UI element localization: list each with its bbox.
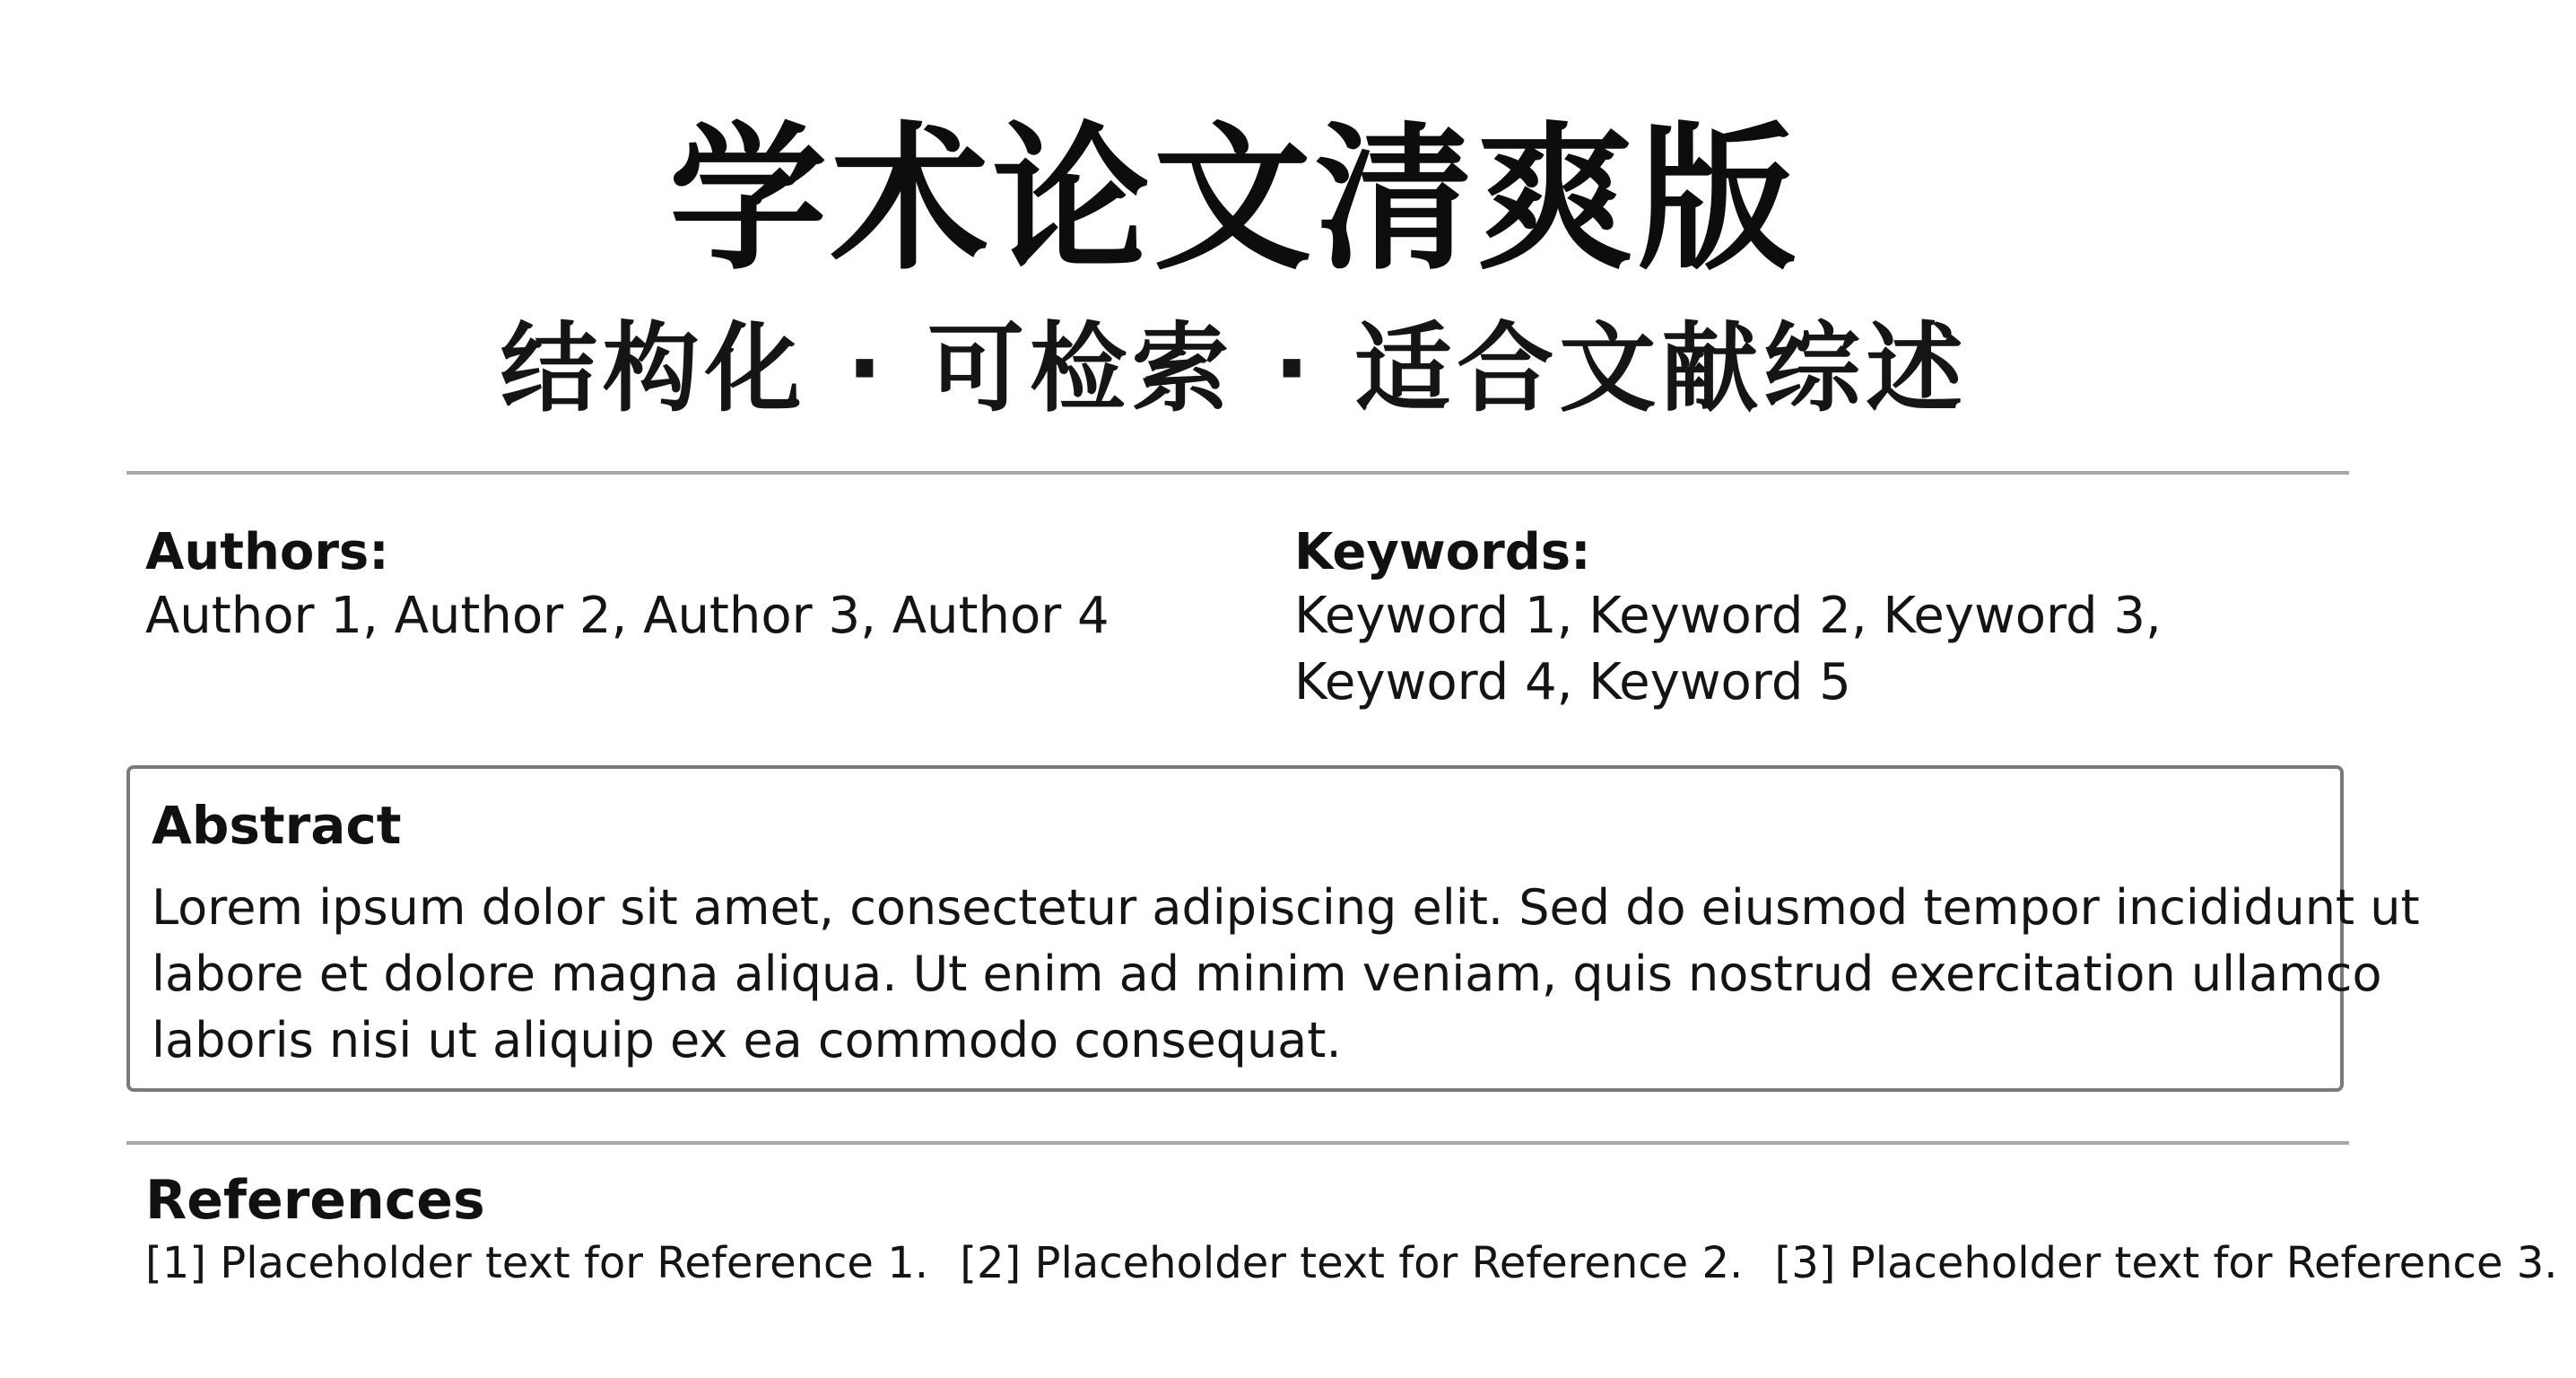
reference-item-3: [3] Placeholder text for Reference 3. [1774, 1238, 2558, 1288]
authors-section [145, 522, 1222, 650]
abstract-line: Lorem ipsum dolor sit amet, consectetur adipiscing elit. Sed do eiusmod tempor incididunt ut [152, 879, 2420, 936]
abstract-line: laboris nisi ut aliquip ex ea commodo consequat. [152, 1012, 1342, 1068]
abstract-line: labore et dolore magna aliqua. Ut enim ad minim veniam, quis nostrud exercitation ullamco [152, 946, 2382, 1002]
reference-item-1: [1] Placeholder text for Reference 1. [145, 1238, 928, 1288]
authors-label: Authors: [145, 523, 389, 581]
keywords-label: Keywords: [1294, 523, 1591, 581]
references-heading: References [145, 1169, 485, 1232]
authors-value [145, 583, 1222, 650]
keywords-line: Keyword 1, Keyword 2, Keyword 3, [1294, 587, 2162, 645]
authors-list: Author 1, Author 2, Author 3, Author 4 [145, 587, 1110, 645]
keywords-value [1294, 583, 2326, 716]
keywords-section [1294, 522, 2326, 716]
page-title: 学术论文清爽版 [668, 106, 1799, 292]
abstract-heading: Abstract [152, 795, 402, 856]
abstract-text [152, 875, 2420, 1074]
references-divider [126, 1141, 2349, 1145]
abstract-box [126, 765, 2420, 1092]
top-divider [126, 471, 2349, 475]
reference-item-2: [2] Placeholder text for Reference 2. [960, 1238, 1744, 1288]
keywords-line: Keyword 4, Keyword 5 [1294, 653, 1851, 711]
page-subtitle: 结构化 · 可检索 · 适合文献综述 [500, 313, 1969, 425]
references-list [145, 1236, 2576, 1290]
